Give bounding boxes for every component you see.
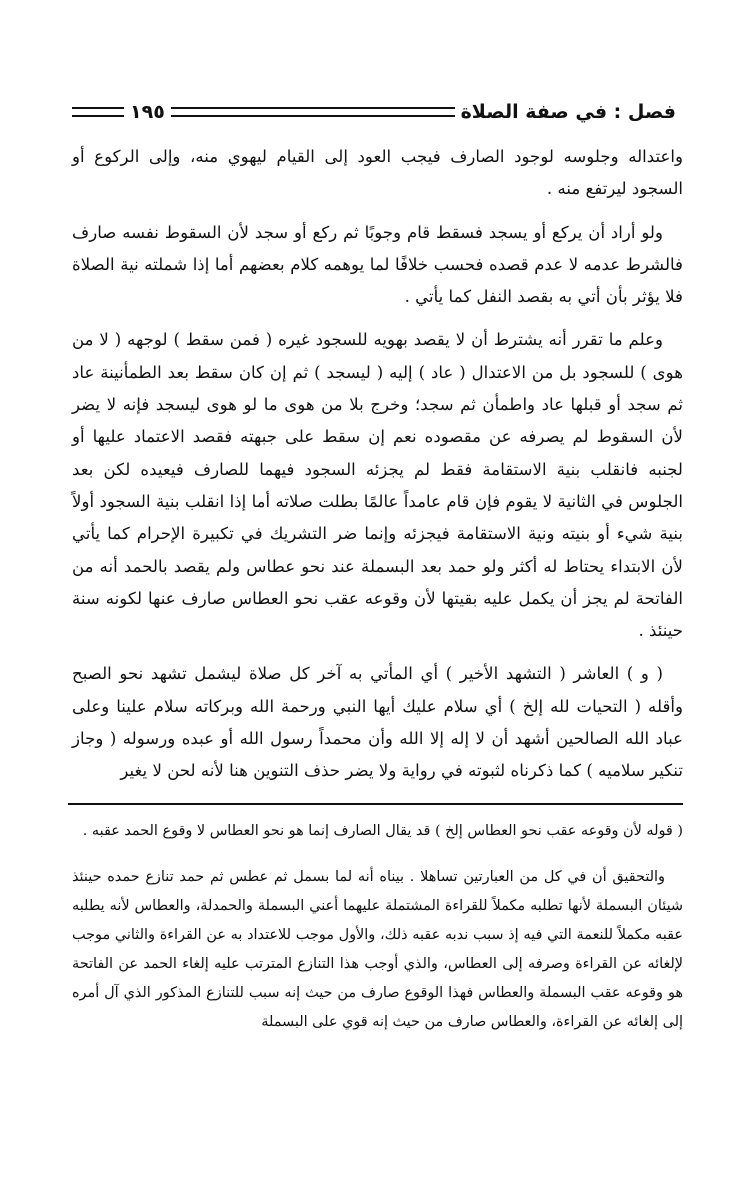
footnote-text	[72, 817, 683, 1037]
running-header	[72, 94, 682, 130]
main-paragraph: ( و ) العاشر ( التشهد الأخير ) أي المأتي به آخر كل صلاة ليشمل تشهد نحو الصبح وأقله ( التحيات لله إلخ ) أي سلام عليك أيها النبي ورحمة الله وبركاته سلام علينا وعلى عباد الله الصالحين أشهد أن لا إله إلا الله وأن محمداً رسول الله أو عبده ورسوله ( وجاز تنكير سلاميه ) كما ذكرناه لثبوته في رواية ولا يضر حذف التنوين هنا لأنه لحن لا يغير	[72, 664, 683, 781]
page-number: ١٩٥	[130, 101, 165, 123]
footnote-separator	[68, 803, 683, 805]
header-rule-short	[72, 107, 124, 117]
footnote-paragraph: والتحقيق أن في كل من العبارتين تساهلا . بيناه أنه لما بسمل ثم عطس ثم حمد تنازع حمده حينئذ شيئان البسملة لأنها تطلبه مكملاً للقراءة المشتملة عليهما أعني البسملة والحمدلة، والعطاس لأنه يطلبه عقبه مكملاً للنعمة التي فيه إذ سبب ندبه عقبه ذلك، والأول موجب للاعتداد به عن القراءة والثاني موجب لإلغائه عن القراءة وصرفه إلى العطاس، والذي أوجب هذا التنازع المترتب عليه إلغاء الحمد عن الفاتحة هو وقوعه عقب البسملة والعطاس فهذا الوقوع صارف من حيث إنه سبب للتنازع المذكور الذي آل أمره إلى إلغائه عن القراءة، والعطاس صارف من حيث إنه قوي على البسملة	[72, 869, 683, 1030]
main-text	[72, 141, 683, 788]
header-rule-long	[171, 107, 455, 117]
chapter-title: فصل : في صفة الصلاة	[460, 101, 676, 123]
main-paragraph: ولو أراد أن يركع أو يسجد فسقط قام وجوبًا ثم ركع أو سجد لأن السقوط نفسه صارف فالشرط عدمه لا عدم قصده فحسب خلافًا لما يوهمه كلام بعضهم أما إذا شملته نية الصلاة فلا يؤثر بأن أتي به بقصد النفل كما يأتي .	[72, 222, 683, 307]
footnote-paragraph: ( قوله لأن وقوعه عقب نحو العطاس إلخ ) قد يقال الصارف إنما هو نحو العطاس لا وقوع الحمد عقبه .	[82, 823, 683, 839]
main-paragraph: واعتداله وجلوسه لوجود الصارف فيجب العود إلى القيام ليهوي منه، وإلى الركوع أو السجود ليرتفع منه .	[72, 147, 683, 199]
main-paragraph: وعلم ما تقرر أنه يشترط أن لا يقصد بهويه للسجود غيره ( فمن سقط ) لوجهه ( لا من هوى ) للسجود بل من الاعتدال ( عاد ) إليه ( ليسجد ) ثم إن كان سقط بعد الطمأنينة عاد ثم سجد أو قبلها عاد واطمأن ثم سجد؛ وخرج بلا من هوى ما لو هوى ليسجد فإنه لا يضر لأن السقوط لم يصرفه عن مقصوده نعم إن سقط على جبهته فقصد الاعتماد عليها أو لجنبه فانقلب بنية الاستقامة فقط لم يجزئه السجود فيهما للصارف فيعيده لكن بعد الجلوس في الثانية لا يقوم فإن قام عامداً عالمًا بطلت صلاته أما إذا انقلب بنية السجود أولاً بنية شيء أو بنيته ونية الاستقامة فيجزئه وإنما ضر التشريك في تكبيرة الإحرام كما يأتي لأن الابتداء يحتاط له أكثر ولو حمد بعد البسملة عند نحو عطاس ولم يقصد بالحمد أنه من الفاتحة لم يجز أن يكمل عليه بقيتها لأن وقوعه عقب نحو العطاس صارف عنها لكونه سنة حينئذ .	[72, 330, 683, 641]
